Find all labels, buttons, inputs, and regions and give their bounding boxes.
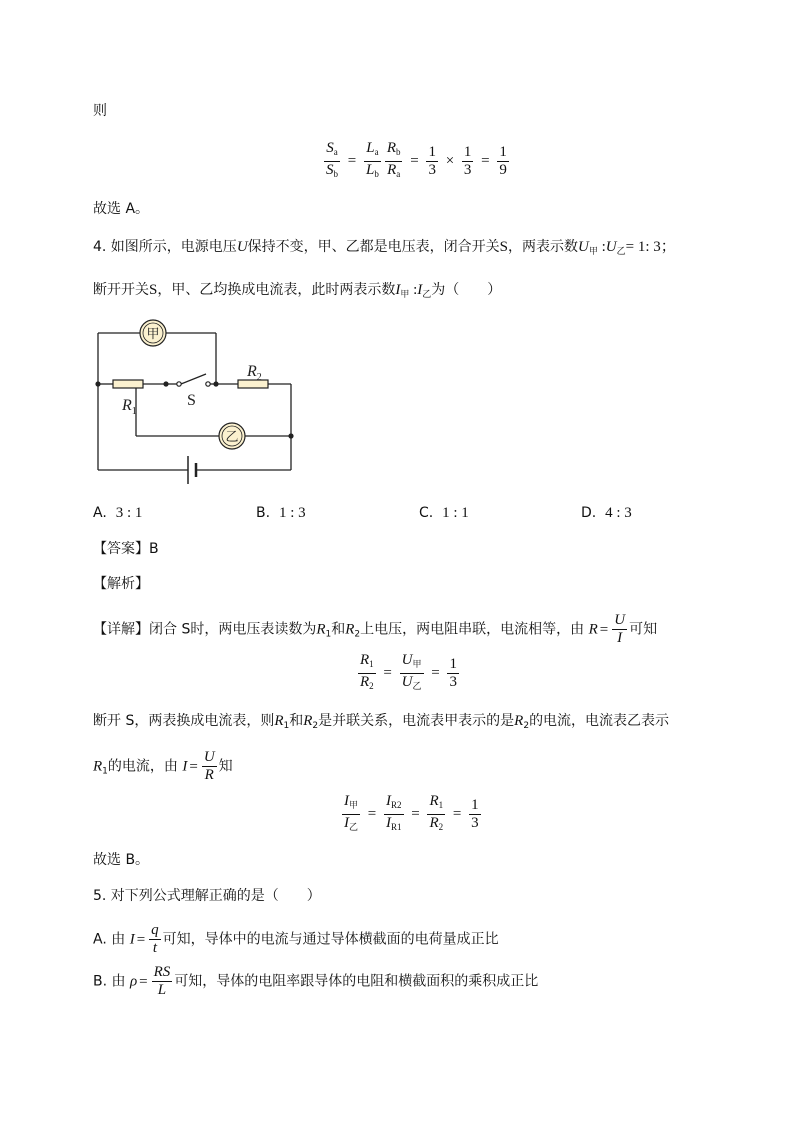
junction-dot xyxy=(288,433,293,438)
fraction-R1-R2: $\frac{R_1}{R_2}$ xyxy=(429,793,444,832)
fraction-RS-over-L: $\frac{RS}{L}$ xyxy=(153,964,171,998)
label-r1: $R_1$ xyxy=(122,397,137,417)
option-d: D. 4 : 3 xyxy=(581,505,632,521)
detail-line-3: $R_1$的电流，由 I = $\frac{U}{R}$ 知 xyxy=(93,749,233,783)
choose-b: 故选 B。 xyxy=(93,852,150,868)
meter-jia-label: 甲 xyxy=(146,327,160,342)
fraction-one-third: $\frac{1}{3}$ xyxy=(463,144,472,178)
option-b: B. 1 : 3 xyxy=(256,505,306,521)
detail-line-2: 断开 S，两表换成电流表，则$R_1$和$R_2$是并联关系，电流表甲表示的是$R_2$的电流，电流表乙表示 xyxy=(93,713,670,731)
junction-dot xyxy=(213,381,218,386)
fraction-Sa-Sb: $\frac{S_a}{S_b}$ xyxy=(326,140,338,179)
equation-voltage-ratio: $\frac{R_1}{R_2}$ = $\frac{U_甲}{U_乙}$ = $\frac{1}{3}$ xyxy=(356,652,461,695)
question-4-line-2: 断开开关S，甲、乙均换成电流表，此时两表示数$I_甲$ $:I_乙$为（ ） xyxy=(93,282,502,300)
option-c: C. 1 : 1 xyxy=(419,505,469,521)
junction-dot xyxy=(163,381,168,386)
fraction-q-over-t: $\frac{q}{t}$ xyxy=(151,922,159,956)
fraction-IR2-IR1: $\frac{I_{R2}}{I_{R1}}$ xyxy=(385,793,402,832)
fraction-R1-R2: $\frac{R_1}{R_2}$ xyxy=(360,652,374,691)
fraction-Rb-Ra: $\frac{R_b}{R_a}$ xyxy=(386,140,401,179)
fraction-U-over-I: $\frac{U}{I}$ xyxy=(614,612,626,646)
question-4-line-1: 4. 如图所示，电源电压U保持不变，甲、乙都是电压表，闭合开关S，两表示数$U_甲$ $:U_乙= 1$: 3； xyxy=(93,239,676,257)
question-5-option-b: B. 由 ρ = $\frac{RS}{L}$ 可知，导体的电阻率跟导体的电阻和横截面积的乘积成正比 xyxy=(93,964,539,998)
question-5-option-a: A. 由 I = $\frac{q}{t}$ 可知，导体中的电流与通过导体横截面的电荷量成正比 xyxy=(93,922,499,956)
equation-current-ratio: $\frac{I_甲}{I_乙}$ = $\frac{I_{R2}}{I_{R1}}$ = $\frac{R_1}{R_2}$ = $\frac{1}{3}$ xyxy=(340,793,483,836)
analysis-heading: 【解析】 xyxy=(93,576,149,592)
circuit-diagram xyxy=(85,315,310,490)
equation-area-ratio: $\frac{S_a}{S_b}$ = $\frac{L_a}{L_b}$ $\frac{R_b}{R_a}$ = $\frac{1}{3}$ × $\frac{1}{3}$ = $\frac{1}{9}$ xyxy=(322,140,511,183)
fraction-Ijia-Iyi: $\frac{I_甲}{I_乙}$ xyxy=(344,793,359,832)
switch-terminal-left xyxy=(177,382,181,386)
fraction-one-ninth: $\frac{1}{9}$ xyxy=(499,144,507,178)
paragraph-then: 则 xyxy=(93,103,107,119)
resistor-r2 xyxy=(238,380,268,388)
junction-dot xyxy=(95,381,100,386)
question-5-stem: 5. 对下列公式理解正确的是（ ） xyxy=(93,888,321,904)
choose-a: 故选 A。 xyxy=(93,201,150,217)
detail-line-1: 【详解】闭合 S时，两电压表读数为$R_1$和$R_2$上电压，两电阻串联，电流相等，由 R = $\frac{U}{I}$ 可知 xyxy=(93,612,658,646)
fraction-one-third: $\frac{1}{3}$ xyxy=(449,656,457,690)
fraction-one-third: $\frac{1}{3}$ xyxy=(471,797,479,831)
fraction-one-third: $\frac{1}{3}$ xyxy=(428,144,436,178)
answer: 【答案】B xyxy=(93,541,159,557)
resistor-r1 xyxy=(113,380,143,388)
switch-terminal-right xyxy=(206,382,210,386)
fraction-Ujia-Uyi: $\frac{U_甲}{U_乙}$ xyxy=(401,652,422,691)
fraction-La-Lb: $\frac{L_a}{L_b}$ xyxy=(365,140,379,179)
fraction-U-over-R: $\frac{U}{R}$ xyxy=(203,749,215,783)
meter-yi-label: 乙 xyxy=(225,430,239,445)
label-r2: $R_2$ xyxy=(247,363,262,383)
label-switch: S xyxy=(187,392,196,409)
option-a: A. 3 : 1 xyxy=(93,505,143,521)
